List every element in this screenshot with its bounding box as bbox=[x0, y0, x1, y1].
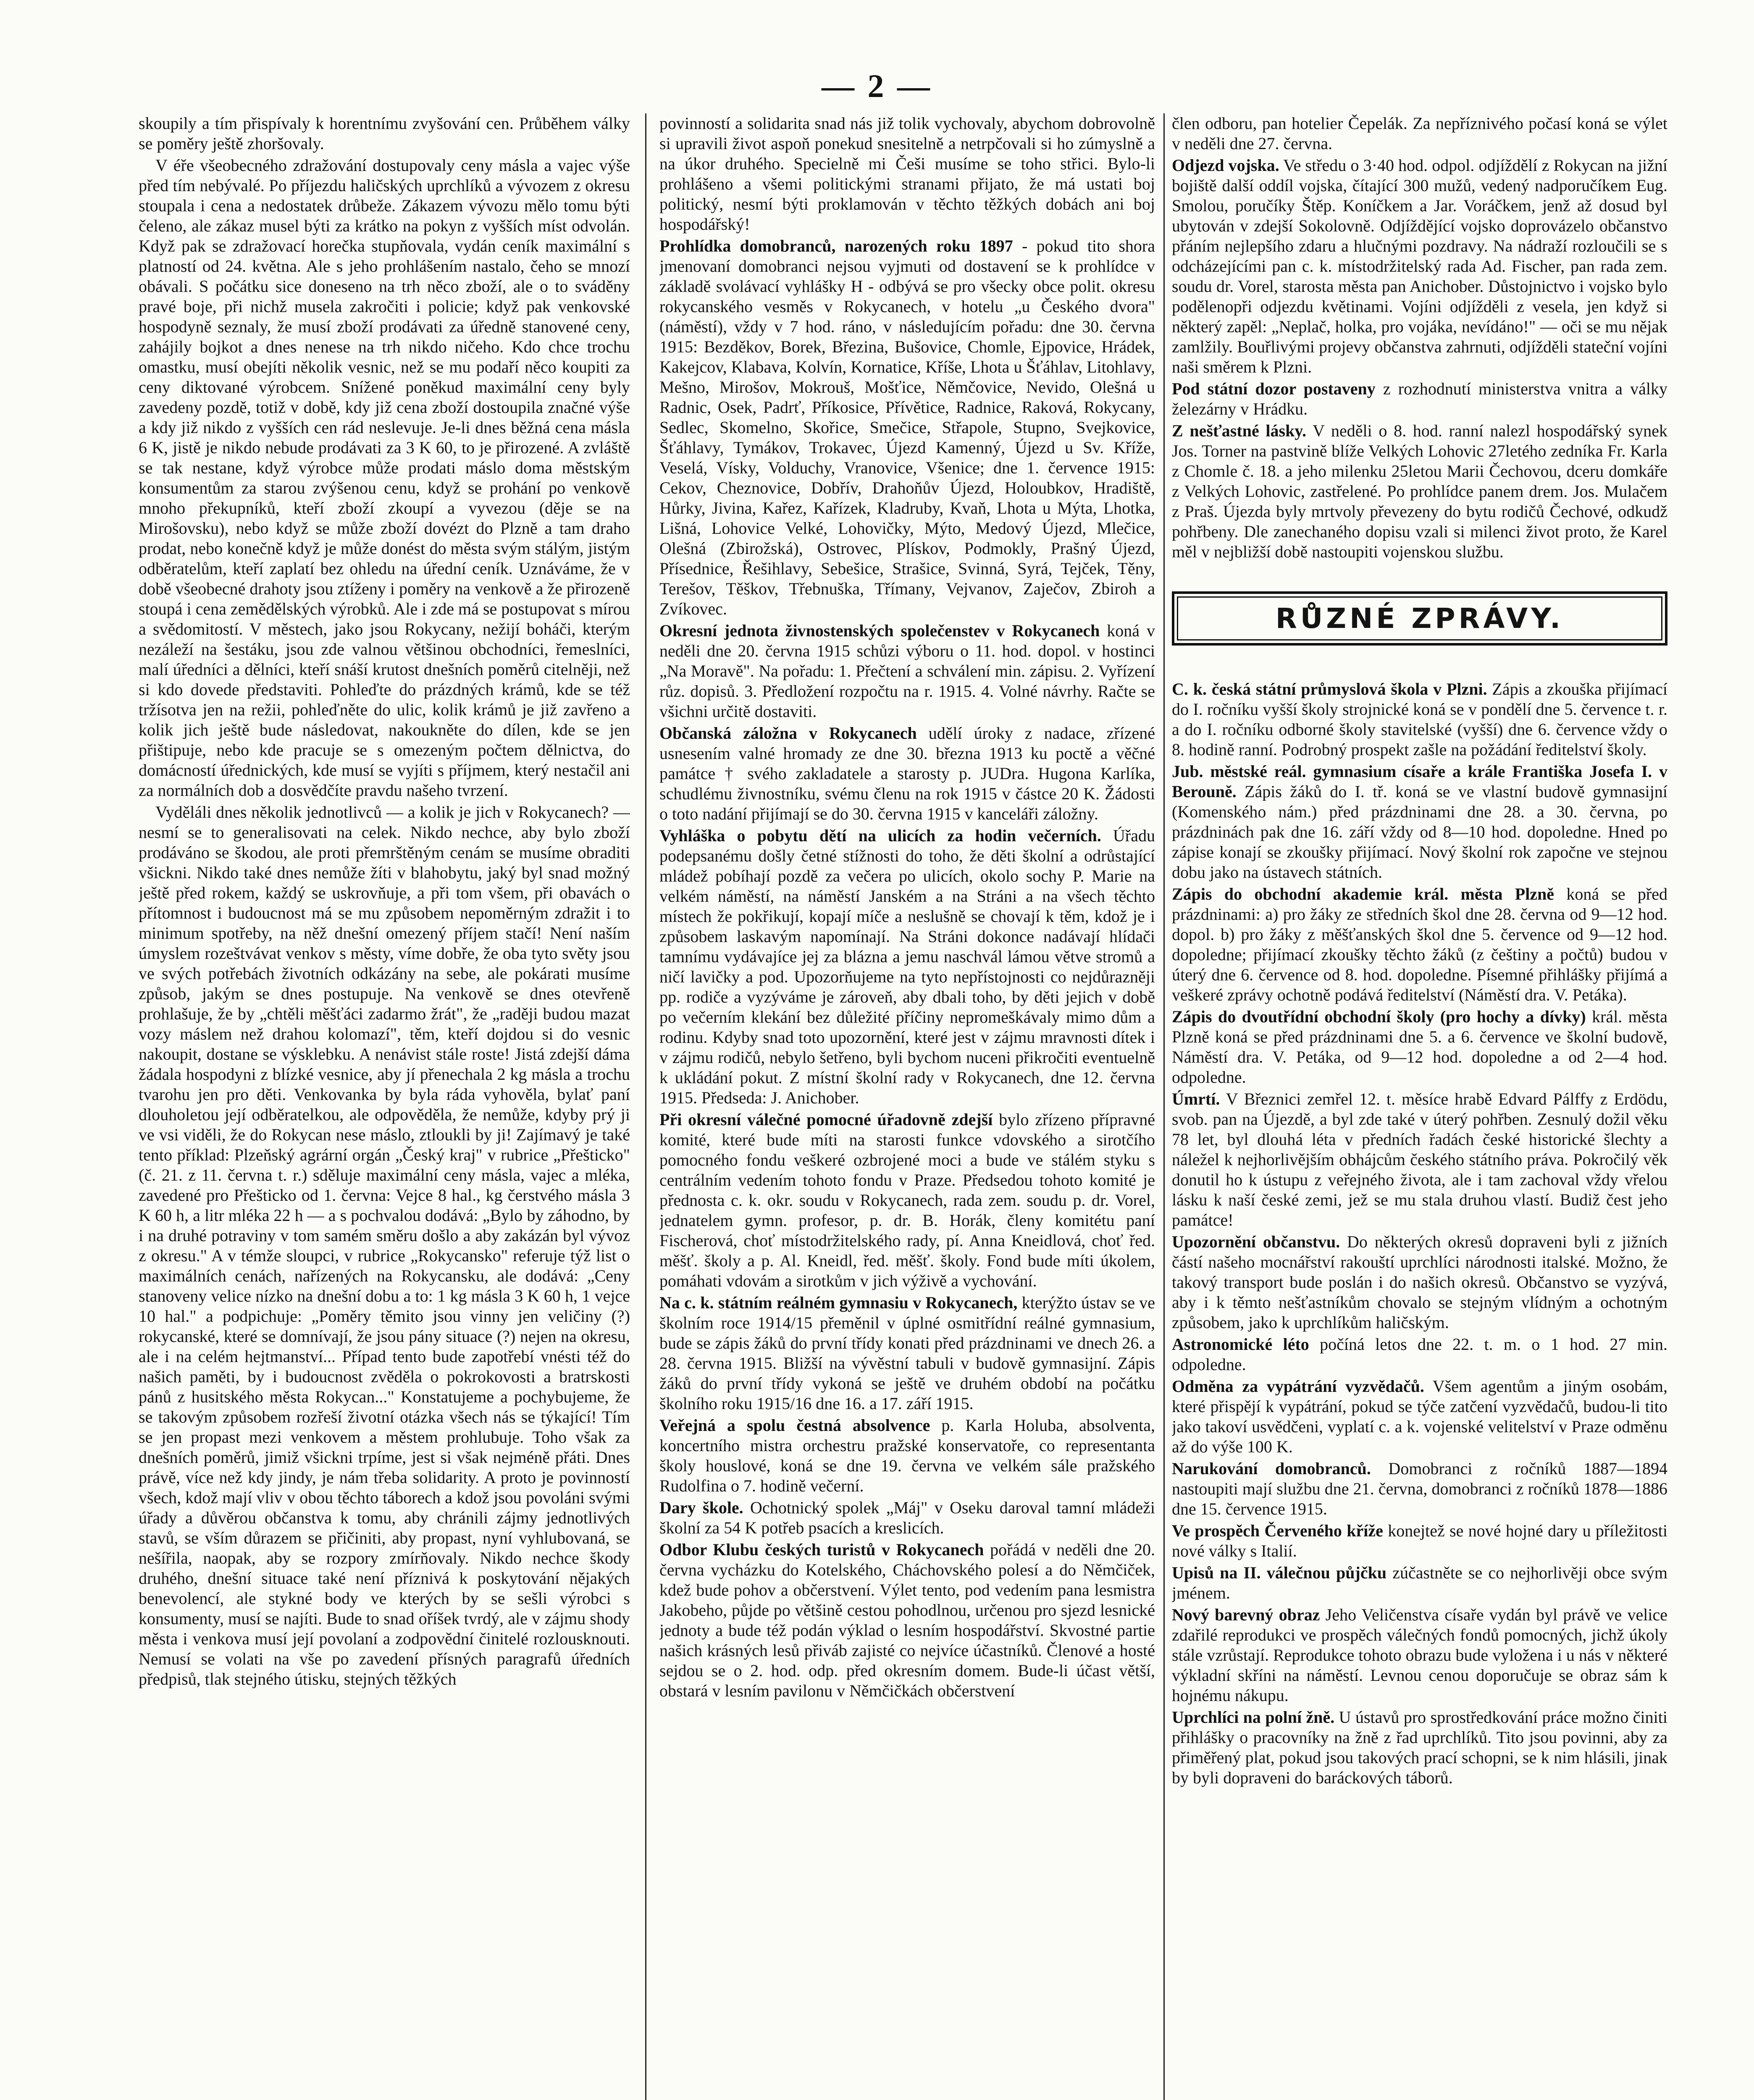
news-text: Všem agentům a jiným osobám, které přispějí k vypátrání, pokud se týče zatčení vyzvědačů, budou-li tito jako takoví usvědčeni, vyplatí c. a k. vojenské velitelství v Praze odměnu až do výše 100 K. bbox=[1172, 1377, 1667, 1457]
column-3 bbox=[1172, 113, 1667, 2100]
news-headline: Odjezd vojska. bbox=[1172, 156, 1279, 175]
news-text: pořádá v neděli dne 20. června vycházku do Kotelského, Cháchovského polesí a do Němčiček, kdež bude pohov a občerstvení. Výlet tento, pod vedením pana lesmistra Jakobeho, půjde po většině cestou pohodlnou, určenou pro sjezd lesnické jednoty a bude též podán výklad o lesním hospodářství. Skvostné partie našich krásných lesů přiváb zajisté co nejvíce účastníků. Členové a hosté sejdou se o 2. hod. odp. před okresním domem. Bude-li účast větší, obstará v lesním pavilonu v Němčičkách občerstvení bbox=[659, 1540, 1155, 1700]
article-paragraph: skoupily a tím přispívaly k horentnímu zvyšování cen. Průběhem války se poměry ještě zhoršovaly. bbox=[139, 114, 630, 153]
news-headline: Dary škole. bbox=[659, 1498, 743, 1517]
news-headline: Vyhláška o pobytu dětí na ulicích za hodin večerních. bbox=[659, 826, 1101, 845]
news-headline: Při okresní válečné pomocné úřadovně zdejší bbox=[659, 1110, 993, 1129]
column-rule bbox=[1163, 113, 1165, 2100]
news-text: člen odboru, pan hotelier Čepelák. Za nepříznivého počasí koná se výlet v neděli dne 27. června. bbox=[1172, 114, 1667, 153]
news-headline: Narukování domobranců. bbox=[1172, 1459, 1371, 1478]
news-text: Zápis žáků do I. tř. koná se ve vlastní budově gymnasijní (Komenského nám.) před prázdninami dne 28. a 30. června, po prázdninách pak dne 16. září vždy od 8—10 hod. dopoledne. Hned po zápise konají se zkoušky přijímací. Nový školní rok započne ve stejnou dobu jako na ústavech státních. bbox=[1172, 782, 1667, 882]
news-text: koná se před prázdninami: a) pro žáky ze středních škol dne 28. června od 9—12 hod. dopol. b) pro žáky z měšťanských škol dne 5. července od 9—12 hod. dopoledne; přijímací zkoušky těchto žáků (z češtiny a počtů) budou v úterý dne 6. července od 8. hod. dopoledne. Písemné přihlášky přijímá a veškeré zprávy ochotně podává ředitelství (Náměstí dra. V. Petáka). bbox=[1172, 885, 1667, 1005]
news-headline: Upozornění občanstvu. bbox=[1172, 1232, 1340, 1252]
news-text: Do některých okresů dopraveni byli z jižních částí našeho mocnářství rakouští uprchlíci národnosti italské. Možno, že takový transport bude poslán i do našich okresů. Občanstvo se vyzývá, aby i k těmto nešťastníkům chovalo se stejným vlídným a ochotným způsobem, jako k uprchlíkům haličským. bbox=[1172, 1232, 1667, 1332]
article-paragraph: V éře všeobecného zdražování dostupovaly ceny másla a vajec výše před tím nebývalé. Po příjezdu haličských uprchlíků a vývozem z okresu stoupala i cena a nedostatek drůbeže. Zákazem vývozu mělo tomu býti čeleno, ale zákaz musel býti za krátko na pokyn z vyšších míst odvolán. Když pak se zdražovací horečka stupňovala, vydán ceník maximální s platností od 24. května. Ale s jeho prohlášením nastalo, čeho se mnozí obávali. S počátku sice doneseno na trh něco zboží, ale o to sváděny pravé boje, při nichž musela zakročiti i policie; když pak venkovské hospodyně seznaly, že musí zboží prodávati za úředně stanovené ceny, zahájily bojkot a dnes nenese na trh nikdo ničeho. Kdo chce trochu omastku, musí obejíti několik vesnic, než se mu podaří něco koupiti za ceny diktované výrobcem. Snížené poněkud maximální ceny byly zavedeny pozdě, totiž v době, kdy již cena zboží dostoupila značné výše a kdy již nikdo z vyšších cen rád neslevuje. Je-li dnes běžná cena másla 6 K, jistě je nikdo nebude prodávati za 3 K 60, to je přirozené. A zvláště se tak nestane, když výrobce může prodati máslo doma městským konsumentům za starou zvýšenou cenu, když se prohání po venkově mnoho překupníků, kteří zboží zkoupí a vyvezou (děje se na Mirošovsku), nebo když se může zboží dovézt do Plzně a tam draho prodat, nebo konečně když je může donést do města svým stálým, jistým odběratelům, kteří zaplatí bez ohledu na úřední ceník. Uznáváme, že v době všeobecné drahoty jsou ztíženy i poměry na venkově a že přirozeně stoupá i cena zemědělských výrobků. Ale i zde má se postupovat s mírou a svědomitostí. V městech, jako jsou Rokycany, nežijí boháči, kterým nezáleží na šestáku, jsou zde valnou většinou obchodníci, řemeslníci, malí úředníci a dělníci, kteří snáší krutost dnešních poměrů citelněji, než si kdo dovede představiti. Pohleďte do prázdných krámů, kde se též tržísotva jen na režii, pohleďněte do ulic, kolik krámů je již zavřeno a kolik jich ještě bude následovat, nakoukněte do dílen, kde se jen přištipuje, nebo kde pracuje se s omezeným počtem dělnictva, do domácností úřednických, kde musí se vyjíti s příjmem, který nestačil ani za normálních dob a dosvědčíte pravdu našeho tvrzení. bbox=[139, 156, 630, 800]
news-headline: Pod státní dozor postaveny bbox=[1172, 379, 1376, 398]
news-text: Ve středu o 3·40 hod. odpol. odjíždělí z Rokycan na jižní bojiště další oddíl vojska, čítající 300 mužů, vedený nadporučíkem Eug. Smolou, poručíky Štěp. Koníčkem a Jar. Voráčkem, jenž až dosud byl ubytován v zdejší Sokolovně. Odjíždějící vojsko doprovázelo občanstvo přáním nejlepšího zdaru a hlučnými pozdravy. Na nádraží rozloučili se s odcházejícími pan c. k. místodržitelský rada Ad. Fischer, pan rada zem. soudu dr. Vorel, starosta města pan Anichober. Důstojnictvo i vojsko bylo podělenopři odjezdu květinami. Vojíni odjížděli z vesela, jen když si některý zapěl: „Neplač, holka, pro vojáka, nevídáno!" — oči se mu nějak zamlžily. Bouřlivými projevy občanstva zahrnuti, odjížděli stateční vojíni naši směrem k Plzni. bbox=[1172, 156, 1667, 376]
news-headline: Zápis do dvoutřídní obchodní školy (pro hochy a dívky) bbox=[1172, 1007, 1586, 1026]
news-text: kterýžto ústav se ve školním roce 1914/15 přeměnil v úplné osmitřídní reálné gymnasium, bude se zápis žáků do první třídy konati před prázdninami ve dnech 26. a 28. června 1915. Bližší na vývěstní tabuli v budově gymnasijní. Zápis žáků do první třídy vykoná se ještě ve druhém období na počátku školního roku 1915/16 dne 16. a 17. září 1915. bbox=[659, 1293, 1155, 1413]
news-headline: Občanská záložna v Rokycanech bbox=[659, 724, 917, 743]
news-headline: Jub. městské reál. gymnasium císaře a krále Františka Josefa I. v Berouně. bbox=[1172, 762, 1667, 801]
page-number: — 2 — bbox=[822, 68, 932, 104]
news-item bbox=[1172, 113, 1667, 154]
news-headline: Z nešťastné lásky. bbox=[1172, 421, 1307, 440]
news-text: konejtež se nové hojné dary u příležitosti nové války s Italií. bbox=[1172, 1521, 1667, 1561]
column-1 bbox=[139, 113, 630, 2100]
news-headline: Uprchlíci na polní žně. bbox=[1172, 1708, 1335, 1727]
news-text: Domobranci z ročníků 1887—1894 nastoupiti mají službu dne 21. června, domobranci z ročníků 1878—1886 dne 15. července 1915. bbox=[1172, 1459, 1667, 1519]
article-continuation: povinností a solidarita snad nás již tolik vychovaly, abychom dobrovolně si upravili život aspoň ponekud snesitelně a netrpčovali si ho zúmyslně a na úkor druhého. Specielně mi Češi musíme se toho střici. Bylo-li prohlášeno a všemi politickými stranami přijato, že má ustati boj politický, nesmí býti proklamován v těchto těžkých dobách ani boj hospodářský! bbox=[659, 114, 1155, 234]
news-headline: Upisů na II. válečnou půjčku bbox=[1172, 1563, 1387, 1583]
column-rule bbox=[645, 113, 646, 2100]
section-header-box bbox=[1172, 591, 1667, 646]
news-text: počíná letos dne 22. t. m. o 1 hod. 27 min. odpoledne. bbox=[1172, 1335, 1667, 1374]
news-text: udělí úroky z nadace, zřízené usnesením valné hromady ze dne 30. března 1913 ku poctě a věčné památce † svého zakladatele a starosty p. JUDra. Hugona Karlíka, schudlému živnostníku, svému členu na rok 1915 v částce 20 K. Žádosti o toto nadání přijímají se do 30. června 1915 v kanceláři záložny. bbox=[659, 724, 1155, 823]
news-headline: Na c. k. státním reálném gymnasiu v Rokycanech, bbox=[659, 1293, 1018, 1312]
news-text: V neděli o 8. hod. ranní nalezl hospodářský synek Jos. Torner na pastvině blíže Velkých Lohovic 27letého zedníka Fr. Karla z Chomle č. 18. a jeho milenku 25letou Marii Čechovou, dceru domkáře z Velkých Lohovic, zastřelené. Po prohlídce panem drem. Jos. Mulačem z Praš. Újezda byly mrtvoly převezeny do bytu rodičů Čechové, odkudž pohřbeny. Dle zanechaného dopisu vzali si milenci život proto, že Karel měl v nejbližší době nastoupiti vojenskou službu. bbox=[1172, 421, 1667, 561]
news-headline: Okresní jednota živnostenských společenstev v Rokycanech bbox=[659, 621, 1100, 640]
news-text: U ústavů pro sprostředkování práce možno činiti přihlášky o pracovníky na žně z řad uprchlíků. Tito jsou povinni, aby za přiměřený plat, pokud jsou takových prací schopni, se k nim hlásili, jinak by byli dopraveni do baráckových táborů. bbox=[1172, 1708, 1667, 1788]
section-title: RŮZNÉ ZPRÁVY. bbox=[1177, 596, 1662, 640]
news-headline: Astronomické léto bbox=[1172, 1335, 1309, 1354]
news-text: zúčastněte se co nejhorlivěji obce svým jménem. bbox=[1172, 1563, 1667, 1603]
news-text: král. města Plzně koná se před prázdninami dne 5. a 6. července ve školní budově, Náměstí dra. V. Petáka, od 9—12 hod. dopoledne a od 2—4 hod. odpoledne. bbox=[1172, 1007, 1667, 1087]
news-headline: Odbor Klubu českých turistů v Rokycanech bbox=[659, 1540, 984, 1559]
news-headline: Veřejná a spolu čestná absolvence bbox=[659, 1416, 930, 1435]
article-paragraph: Vyděláli dnes několik jednotlivců — a kolik je jich v Rokycanech? — nesmí se to generalisovati na celek. Nikdo nechce, aby bylo zboží prodáváno se škodou, ale proti přemrštěným cenám se musíme obraditi všickni. Nikdo také dnes nemůže žíti v blahobytu, jaký byl snad možný ještě před rokem, každý se uskrovňuje, a při tom všem, při obavách o přítomnost i budoucnost má se mu způsobem nepoměrným zdražit i to minimum spotřeby, na něž dnešní omezený příjem stačí! Není naším úmyslem rozeštvávat venkov s městy, víme dobře, že oba tyto světy jsou ve svých potřebách životních odkázány na sebe, ale pokárati musíme způsob, jakým se dnes postupuje. Na venkově se dnes otevřeně prohlašuje, že by „chtěli měšťáci zadarmo žrát", že „raději budou mazat vozy máslem než drahou kolomazí", těm, kteří dojdou si do vesnic nakoupit, dostane se výsklebku. A nenávist stále roste! Jistá zdejší dáma žádala hospodyni z blízké vesnice, aby jí přenechala 2 kg másla a trochu tvarohu jen pro děti. Venkovanka by byla ráda vyhověla, bylať paní dlouholetou její odběratelkou, ale odpověděla, že nemůže, kdyby prý ji ve vsi viděli, že do Rokycan nese máslo, ztloukli by ji! Zajímavý je také tento příklad: Plzeňský agrární orgán „Český kraj" v rubrice „Přešticko" (č. 21. z 11. června t. r.) sděluje maximální ceny másla, vajec a mléka, zavedené pro Přešticko od 1. června: Vejce 8 hal., kg čerstvého másla 3 K 60 h, a litr mléka 22 h — a s pochvalou dodává: „Bylo by záhodno, by i na druhé potraviny v tom samém směru došlo a aby zakázán byl vývoz z okresu." A v témže sloupci, v rubrice „Rokycansko" referuje týž list o maximálních cenách, nařízených na Rokycansku, ale dodává: „Ceny stanoveny velice nízko na dnešní dobu a to: 1 kg másla 3 K 60 h, 1 vejce 10 hal." a podpichuje: „Poměry těmito jsou vinny jen veličiny (?) rokycanské, které se domnívají, že jsou pány situace (?) nejen na okresu, ale i na celém hejtmanství... Případ tento bude zapotřebí vnésti též do našich paměti, by i budoucnost zvěděla o pokrokovosti a bratrskosti pánů z husitského města Rokycan..." Konstatujeme a pochybujeme, že se takovým způsobem rozřeší životní otázka všech nás se týkající! Tím se jen propast mezi venkovem a městem prohlubuje. Toho však za dnešních poměrů, jimiž všickni trpíme, jest si však nejméně přáti. Dnes právě, více než kdy jindy, je nám třeba solidarity. A proto je povinností všech, kdož mají vliv v obou těchto táborech a kdož jsou povoláni svými úřady a důvěrou občanstva k tomu, aby chránili zájmy jednotlivých stavů, se vším důrazem se přičiniti, aby propast, nyní vyhlubovaná, se nešířila, naopak, aby se rozpory zmírňovaly. Nikdo nechce škody druhého, dnešní situace také není příznivá k poskytování nějakých benevolencí, ale stykné body ve kterých by se sešli výrobci s konsumenty, musí se najíti. Bude to snad oříšek tvrdý, ale v zájmu shody města i venkova musí její povolaní a zodpovědní činitelé rozlousknouti. Nemusí se volati na vše po zavedení přísných paragrafů úředních předpisů, tlak stejného útisku, stejných těžkých bbox=[139, 803, 630, 1688]
news-headline: Ve prospěch Červeného kříže bbox=[1172, 1521, 1383, 1541]
news-headline: Úmrtí. bbox=[1172, 1089, 1220, 1109]
news-text: - pokud tito shora jmenovaní domobranci nejsou vyjmuti od dostavení se k prohlídce v základě svolávací vyhlášky H - odbývá se pro všecky obce polit. okresu rokycanského vesměs v Rokycanech, v hotelu „u Českého dvora" (náměstí), vždy v 7 hod. ráno, v následujícím pořadu: dne 30. června 1915: Bezděkov, Borek, Březina, Bušovice, Chomle, Ejpovice, Hrádek, Kakejcov, Klabava, Kolvín, Kornatice, Kříše, Lhota u Šťáhlav, Litohlavy, Mešno, Mirošov, Mokrouš, Mošťice, Němčovice, Nevido, Olešná u Radnic, Osek, Padrť, Příkosice, Přívětice, Radnice, Raková, Rokycany, Sedlec, Skomelno, Skořice, Smečice, Střapole, Stupno, Svejkovice, Šťáhlavy, Tymákov, Trokavec, Újezd Kamenný, Újezd u Sv. Kříže, Veselá, Vísky, Volduchy, Vranovice, Všenice; dne 1. července 1915: Cekov, Cheznovice, Dobřív, Drahoňův Újezd, Holoubkov, Hradiště, Hůrky, Jivina, Kařez, Kařízek, Kladruby, Kvaň, Lhota u Mýta, Lhotka, Lišná, Lohovice Velké, Lohovičky, Mýto, Medový Újezd, Mlečice, Olešná (Zbirožská), Ostrovec, Plískov, Podmokly, Prašný Újezd, Přísednice, Řešihlavy, Sebešice, Strašice, Svinná, Syrá, Tejček, Těny, Terešov, Těškov, Třebnuška, Třímany, Vejvanov, Zaječov, Zbiroh a Zvíkovec. bbox=[659, 236, 1155, 618]
news-text: Zápis a zkouška přijímací do I. ročníku vyšší školy strojnické koná se v pondělí dne 5. července t. r. a do I. ročníku odborné školy stavitelské (vyšší) dne 6. července vždy o 8. hodině ranní. Podrobný prospekt zašle na požádání ředitelství školy. bbox=[1172, 680, 1667, 759]
news-headline: Prohlídka domobranců, narozených roku 1897 bbox=[659, 236, 1013, 255]
news-text: p. Karla Holuba, absolventa, koncertního mistra orchestru pražské konservatoře, co representanta školy houslové, koná se dne 19. června ve velkém sále pražského Rudolfina o 7. hodině večerní. bbox=[659, 1416, 1155, 1495]
news-text: V Březnici zemřel 12. t. měsíce hrabě Edvard Pálffy z Erdödu, svob. pan na Újezdě, a byl zde také v úterý pohřben. Zesnulý dožil věku 78 let, byl dlouhá léta v předních řadách české historické šlechty a náležel k nejhorlivějším obhájcům českého státního práva. Pokročilý věk donutil ho k ústupu z veřejného života, ale i tam zachoval vždy vřelou lásku k naší české zemi, jež se mu stala druhou vlastí. Budiž čest jeho památce! bbox=[1172, 1089, 1667, 1230]
news-text: Jeho Veličenstva císaře vydán byl právě ve velice zdařilé reprodukci ve prospěch válečných fondů pomocných, jichž úkoly stále vzrůstají. Reprodukce tohoto obrazu bude vyložena i u nás v některé výkladní skříni na náměstí. Levnou cenou doporučuje se obraz sám k hojnému nákupu. bbox=[1172, 1605, 1667, 1705]
news-text: z rozhodnutí ministerstva vnitra a války železárny v Hrádku. bbox=[1172, 379, 1667, 418]
news-headline: C. k. česká státní průmyslová škola v Plzni. bbox=[1172, 680, 1487, 699]
news-text: Úřadu podepsanému došly četné stížnosti do toho, že děti školní a odrůstající mládež pobíhají pozdě za večera po ulicích, okolo sochy P. Marie na velkém náměstí, na náměstí Janském a na Stráni a na všech těchto místech že pokřikují, kopají míče a neslušně se chovají k těm, kdož je i způsobem laskavým napomínají. Na Stráni dokonce nadávají hlídači tamnímu vydávajíce jej za blázna a jemu naschvál lámou větve stromů a ničí lavičky a pod. Upozorňujeme na tyto nepřístojnosti co nejdůrazněji pp. rodiče a vyzýváme je zároveň, aby dbali toho, by děti jejich v době po večerním klekání bez důležité příčiny nepromeškávaly mimo dům a rodinu. Kdyby snad toto upozornění, které jest v zájmu mravnosti dítek i v zájmu rodičů, nebylo šetřeno, byli bychom nuceni přikročiti eventuelně k ukládání pokut. Z místní školní rady v Rokycanech, dne 12. června 1915. Předseda: J. Anichober. bbox=[659, 826, 1155, 1107]
news-headline: Zápis do obchodní akademie král. města Plzně bbox=[1172, 885, 1554, 904]
news-text: koná v neděli dne 20. června 1915 schůzi výboru o 11. hod. dopol. v hostinci „Na Moravě". Na pořadu: 1. Přečtení a schválení min. zápisu. 2. Vyřízení růz. dopisů. 3. Předložení rozpočtu na r. 1915. 4. Volné návrhy. Račte se všichni určitě dostaviti. bbox=[659, 621, 1155, 721]
news-text: Ochotnický spolek „Máj" v Oseku daroval tamní mládeži školní za 54 K potřeb psacích a kreslicích. bbox=[659, 1498, 1155, 1537]
news-headline: Odměna za vypátrání vyzvědačů. bbox=[1172, 1377, 1424, 1396]
column-2 bbox=[659, 113, 1155, 2100]
news-headline: Nový barevný obraz bbox=[1172, 1605, 1320, 1625]
news-text: bylo zřízeno přípravné komité, které bude míti na starosti funkce vdovského a sirotčího pomocného fondu veškeré ozbrojené moci a bude ve stálém styku s centrálním vedením tohoto fondu v Praze. Předsedou tohoto komité je přednosta c. k. okr. soudu v Rokycanech, rada zem. soudu p. dr. Vorel, jednatelem gymn. profesor, p. dr. B. Horák, členy komitétu paní Fischerová, choť místodržitelského rady, pí. Anna Kneidlová, choť řed. měšť. školy a p. Al. Kneidl, řed. měšť. školy. Fond bude míti úkolem, pomáhati vdovám a sirotkům v jich výživě a vychování. bbox=[659, 1110, 1155, 1290]
